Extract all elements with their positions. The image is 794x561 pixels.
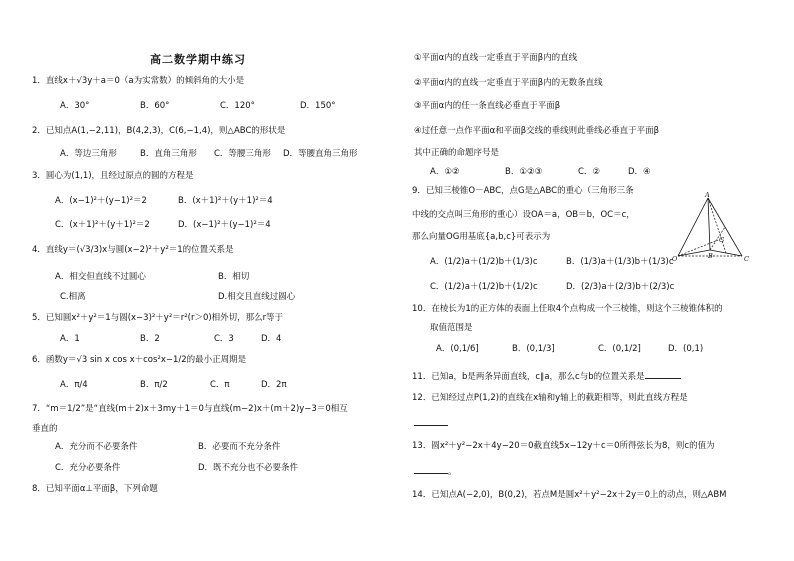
q4-opt-d: D.相交且直线过圆心 (218, 292, 296, 302)
q7-stem-cont: 垂直的 (32, 424, 58, 434)
q13-answer-blank[interactable] (414, 464, 448, 474)
q11-stem (412, 369, 681, 383)
q3-opt-c: C．(x＋1)²＋(y＋1)²＝2 (55, 220, 150, 230)
q10-opt-d: D．(0,1) (668, 344, 704, 354)
q2-stem: 2．已知点A(1,−2,11)，B(4,2,3)，C(6,−1,4)，则△ABC的形状是 (32, 126, 286, 136)
q5-opt-a: A．1 (60, 334, 80, 344)
q7-opt-a: A．充分而不必要条件 (55, 442, 138, 452)
page-title: 高二数学期中练习 (150, 53, 246, 66)
q6-stem: 6．函数y＝√3 sin x cos x＋cos²x−1/2的最小正周期是 (32, 355, 247, 365)
q5-opt-b: B．2 (140, 334, 160, 344)
q5-opt-c: C．3 (214, 334, 234, 344)
q5-stem: 5．已知圆x²＋y²＝1与圆(x−3)²＋y²＝r²(r＞0)相外切，那么r等于 (32, 313, 284, 323)
q4-opt-a: A．相交但直线不过圆心 (55, 272, 146, 282)
q9-opt-c: C．(1/2)a＋(1/2)b＋(1/2)c (430, 282, 538, 292)
q1-opt-d: D．150° (300, 101, 336, 111)
q8-opt-a: A．①② (430, 167, 460, 177)
q9-opt-d: D．(2/3)a＋(2/3)b＋(2/3)c (566, 282, 675, 292)
q9-line-2: 中线的交点叫三角形的重心）设OA＝a，OB＝b，OC＝c， (412, 210, 635, 220)
q8-opt-b: B．①②③ (505, 167, 543, 177)
q6-opt-d: D．2π (261, 380, 287, 390)
q9-line-1: 9．已知三棱锥O－ABC，点G是△ABC的重心（三角形三条 (412, 186, 634, 196)
q6-opt-a: A．π/4 (60, 380, 88, 390)
q1-stem: 1．直线x＋√3y＋a＝0（a为实常数）的倾斜角的大小是 (32, 76, 245, 86)
q1-opt-c: C．120° (220, 101, 255, 111)
fig-label-o: O (672, 255, 678, 263)
fig-label-b: B (708, 252, 713, 260)
q6-opt-c: C．π (210, 380, 230, 390)
q1-opt-a: A．30° (60, 101, 90, 111)
fig-label-a: A (705, 192, 710, 199)
q7-opt-d: D．既不充分也不必要条件 (198, 463, 299, 473)
q12-answer-line (414, 416, 448, 430)
q8-stem: 8．已知平面α⊥平面β，下列命题 (32, 484, 158, 494)
q10-line-2: 取值范围是 (430, 323, 473, 333)
q2-opt-b: B．直角三角形 (140, 149, 197, 159)
q5-opt-d: D．4 (261, 334, 282, 344)
fig-label-g: G (719, 236, 725, 244)
q11-answer-blank[interactable] (645, 369, 681, 379)
q4-opt-c: C.相离 (60, 292, 86, 302)
q10-opt-b: B．(0,1/3] (512, 344, 555, 354)
q4-stem: 4．直线y＝(√3/3)x与圆(x−2)²＋y²＝1的位置关系是 (32, 245, 234, 255)
q7-stem: 7．“m＝1/2”是“直线(m＋2)x＋3my＋1＝0与直线(m−2)x＋(m＋2)y−3＝0相互 (32, 404, 348, 414)
q8-opt-c: C．② (578, 167, 601, 177)
q8-ask: 其中正确的命题序号是 (414, 148, 500, 158)
q8-prop-3: ③平面α内的任一条直线必垂直于平面β (414, 101, 561, 111)
q8-prop-1: ①平面α内的直线一定垂直于平面β内的直线 (414, 53, 578, 63)
q12-stem: 12．已知经过点P(1,2)的直线在x轴和y轴上的截距相等，则此直线方程是 (412, 393, 688, 403)
q12-answer-blank[interactable] (414, 416, 448, 426)
q3-stem: 3．圆心为(1,1)，且经过原点的圆的方程是 (32, 171, 194, 181)
q13-stem: 13．圆x²＋y²−2x＋4y−20＝0截直线5x−12y＋c＝0所得弦长为8，则c的值为 (412, 441, 715, 451)
q3-opt-b: B．(x＋1)²＋(y＋1)²＝4 (178, 196, 273, 206)
q1-opt-b: B．60° (140, 101, 170, 111)
q9-opt-b: B．(1/3)a＋(1/3)b＋(1/3)c (566, 257, 674, 267)
q2-opt-c: C．等腰三角形 (214, 149, 271, 159)
q2-opt-a: A．等边三角形 (60, 149, 117, 159)
q14-stem: 14．已知点A(−2,0)，B(0,2)，若点M是圆x²＋y²−2x＋2y＝0上的动点，则△ABM (412, 490, 727, 500)
q6-opt-b: B．π/2 (140, 380, 168, 390)
q8-opt-d: D．④ (628, 167, 651, 177)
q7-opt-c: C．充分必要条件 (55, 463, 121, 473)
q2-opt-d: D．等腰直角三角形 (283, 149, 358, 159)
q8-prop-2: ②平面α内的直线一定垂直于平面β内的无数条直线 (414, 78, 603, 88)
fig-label-c: C (744, 255, 749, 263)
q10-line-1: 10．在棱长为1的正方体的表面上任取4个点构成一个三棱锥，则这个三棱锥体积的 (412, 304, 723, 314)
tetrahedron-figure (672, 192, 752, 264)
q3-opt-a: A．(x−1)²＋(y−1)²＝2 (55, 196, 147, 206)
q10-opt-a: A．(0,1/6] (436, 344, 479, 354)
q9-opt-a: A．(1/2)a＋(1/2)b＋(1/3)c (430, 257, 538, 267)
q3-opt-d: D．(x−1)²＋(y−1)²＝4 (178, 220, 271, 230)
q13-tail: 。 (448, 467, 457, 477)
q7-opt-b: B．必要而不充分条件 (198, 442, 281, 452)
q9-line-3: 那么向量OG用基底{a,b,c}可表示为 (412, 232, 551, 242)
q13-answer-line (414, 464, 457, 478)
q10-opt-c: C．(0,1/2] (598, 344, 641, 354)
q4-opt-b: B．相切 (218, 272, 250, 282)
q8-prop-4: ④过任意一点作平面α和平面β交线的垂线则此垂线必垂直于平面β (414, 126, 660, 136)
q11-text: 11．已知a，b是两条异面直线，c∥a，那么c与b的位置关系是 (412, 372, 645, 382)
